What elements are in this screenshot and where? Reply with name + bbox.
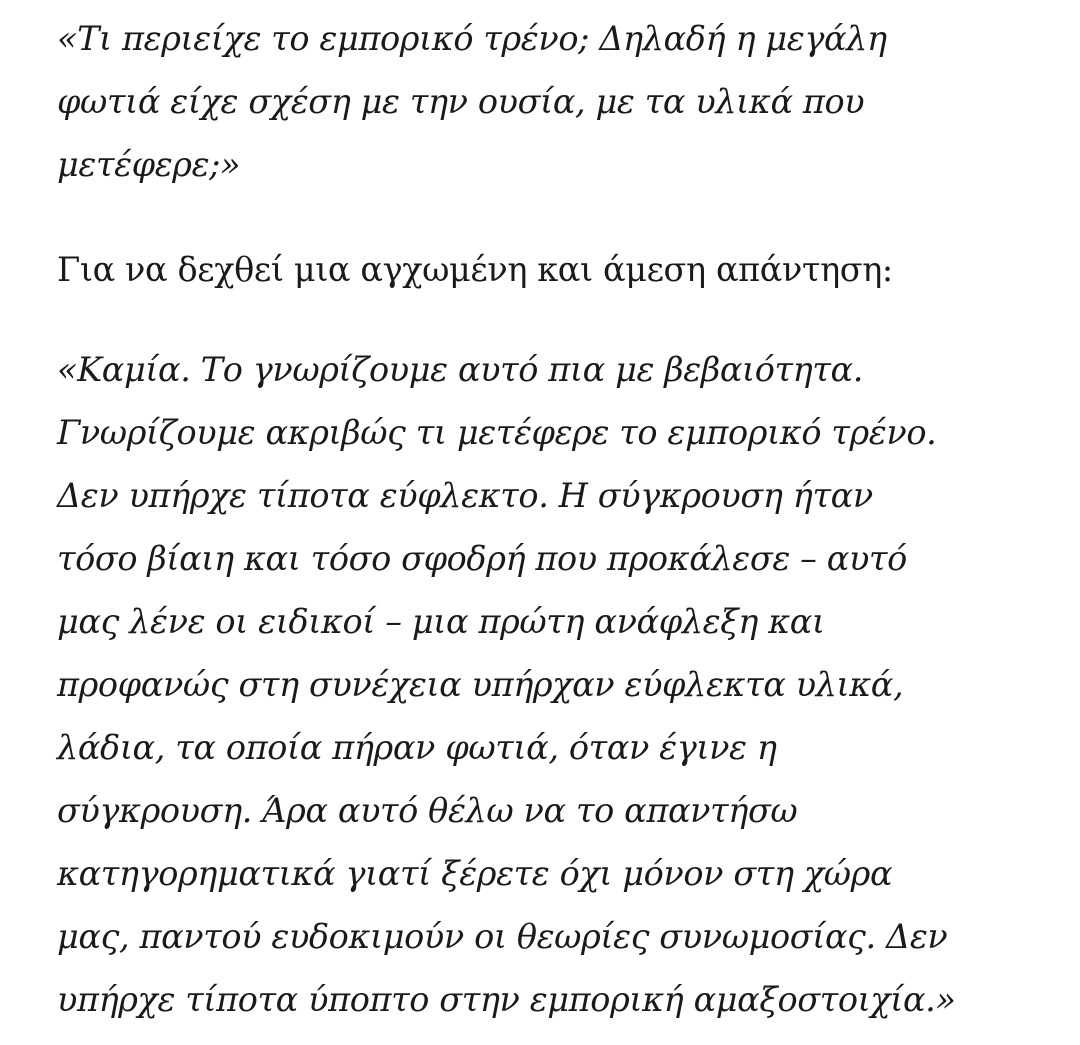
text-line: μας λένε οι ειδικοί – μια πρώτη ανάφλεξη και (57, 602, 825, 641)
answer-quote (57, 338, 956, 1031)
text-line: Γνωρίζουμε ακριβώς τι μετέφερε το εμπορικό τρένο. (57, 413, 937, 452)
text-line: «Τι περιείχε το εμπορικό τρένο; Δηλαδή η μεγάλη (57, 19, 887, 58)
text-line: υπήρχε τίποτα ύποπτο στην εμπορική αμαξοστοιχία.» (57, 980, 956, 1019)
text-line: λάδια, τα οποία πήραν φωτιά, όταν έγινε η (57, 728, 777, 767)
text-line: Δεν υπήρχε τίποτα εύφλεκτο. Η σύγκρουση ήταν (57, 476, 873, 515)
question-quote (57, 7, 887, 196)
text-line: Για να δεχθεί μια αγχωμένη και άμεση απάντηση: (57, 250, 893, 289)
text-line: μετέφερε;» (57, 145, 241, 184)
text-line: σύγκρουση. Άρα αυτό θέλω να το απαντήσω (57, 791, 798, 830)
text-line: προφανώς στη συνέχεια υπήρχαν εύφλεκτα υλικά, (57, 665, 904, 704)
text-line: τόσο βίαιη και τόσο σφοδρή που προκάλεσε – αυτό (57, 539, 907, 578)
intro-paragraph (57, 238, 893, 301)
text-line: μας, παντού ευδοκιμούν οι θεωρίες συνωμοσίας. Δεν (57, 917, 948, 956)
text-line: «Καμία. Το γνωρίζουμε αυτό πια με βεβαιότητα. (57, 350, 863, 389)
text-line: φωτιά είχε σχέση με την ουσία, με τα υλικά που (57, 82, 865, 121)
text-line: κατηγορηματικά γιατί ξέρετε όχι μόνον στη χώρα (57, 854, 893, 893)
